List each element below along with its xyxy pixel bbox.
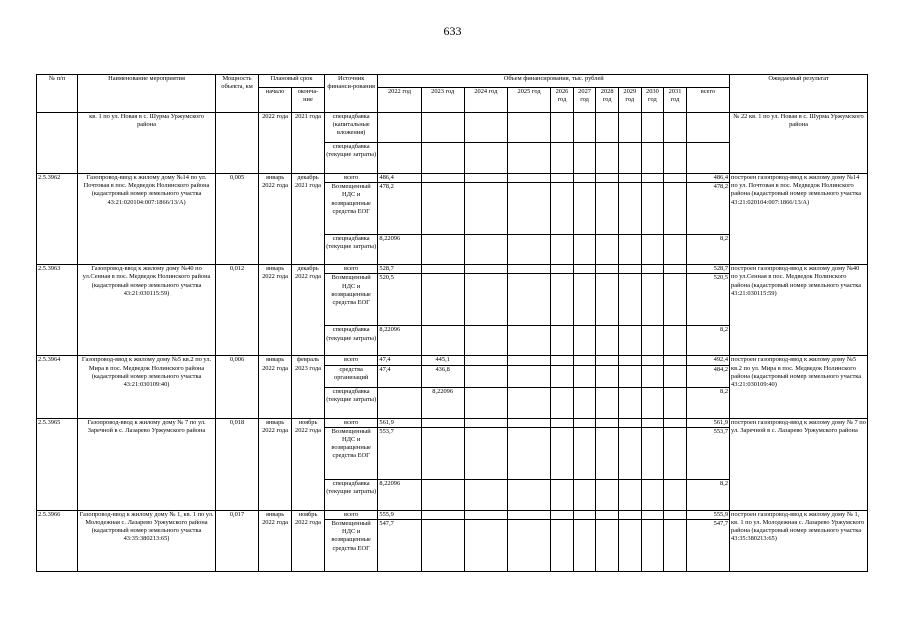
value-2023 (421, 427, 464, 479)
header-year: 2023 год (421, 88, 464, 113)
value-2022: 8,22096 (378, 479, 421, 510)
value-empty (507, 274, 550, 326)
value-empty (664, 174, 687, 183)
value-empty (596, 183, 619, 235)
row-end: декабрь 2022 года (292, 265, 325, 356)
value-2023 (421, 479, 464, 510)
value-empty (551, 265, 574, 274)
value-empty (596, 356, 619, 365)
value-empty (664, 235, 687, 265)
value-empty (551, 427, 574, 479)
row-start: январь 2022 года (259, 265, 292, 356)
value-empty (507, 519, 550, 571)
row-num: 2.5.3966 (37, 510, 78, 571)
value-total: 8,2 (686, 235, 729, 265)
row-source: Возмещенный НДС и возвращенные средства ЕОГ (324, 427, 377, 479)
header-year: 2030 год (641, 88, 664, 113)
value-2022: 47,4 (378, 365, 421, 387)
row-source: спецнадбавка (текущие затраты) (324, 235, 377, 265)
value-empty (641, 387, 664, 418)
value-empty (664, 326, 687, 356)
row-start: 2022 года (259, 113, 292, 174)
value-empty (618, 510, 641, 519)
value-empty (573, 174, 596, 183)
row-result: построен газопровод-ввод к жилому дому №5 кв.2 по ул. Мира в пос. Медведок Нолинского района (кадастровый номер земельного участка 43:21:030109:40) (730, 356, 868, 418)
value-empty (618, 274, 641, 326)
page-number: 633 (443, 24, 462, 38)
header-year: 2028 год (596, 88, 619, 113)
row-end: ноябрь 2022 года (292, 418, 325, 510)
header-year: 2025 год (507, 88, 550, 113)
value-empty (664, 418, 687, 427)
header-year-total: всего (686, 88, 729, 113)
table-row (37, 265, 868, 274)
row-source: спецнадбавка (текущие затраты) (324, 143, 377, 174)
value-2022: 561,9 (378, 418, 421, 427)
value-empty (618, 418, 641, 427)
value-empty (641, 356, 664, 365)
value-empty (596, 274, 619, 326)
row-source: Возмещенный НДС и возвращенные средства ЕОГ (324, 274, 377, 326)
value-empty (507, 235, 550, 265)
value-empty (596, 387, 619, 418)
value-total: 528,7 (686, 265, 729, 274)
value-empty (573, 265, 596, 274)
value-empty (464, 235, 507, 265)
value-empty (507, 427, 550, 479)
row-name: Газопровод-ввод к жилому дому №14 по ул. Почтовая в пос. Медведок Нолинского района (кадастровый номер земельного участка 43:21:020104:007:1866/13/А) (78, 174, 216, 265)
value-empty (573, 418, 596, 427)
row-name: Газопровод-ввод к жилому дому № 7 по ул. Заречной в с. Лазарево Уржумского района (78, 418, 216, 510)
value-2023 (421, 235, 464, 265)
value-empty (641, 274, 664, 326)
value-empty (551, 274, 574, 326)
value-empty (664, 427, 687, 479)
row-source: спецнадбавка (капитальные вложения) (324, 113, 377, 143)
value-empty (464, 183, 507, 235)
value-empty (596, 479, 619, 510)
value-empty (596, 510, 619, 519)
value-total: 486,4 (686, 174, 729, 183)
table-row (37, 356, 868, 365)
value-2022: 520,5 (378, 274, 421, 326)
header-year: 2029 год (618, 88, 641, 113)
header-volume: Объем финансирования, тыс. рублей (378, 75, 730, 88)
value-2023 (421, 326, 464, 356)
row-source: средства организаций (324, 365, 377, 387)
value-2022: 555,9 (378, 510, 421, 519)
value-empty (551, 174, 574, 183)
value-2023: 445,1 (421, 356, 464, 365)
value-empty (573, 326, 596, 356)
value-empty (618, 265, 641, 274)
row-end: февраль 2023 года (292, 356, 325, 418)
row-end: декабрь 2021 года (292, 174, 325, 265)
value-empty (551, 235, 574, 265)
value-empty (464, 174, 507, 183)
value-empty (507, 387, 550, 418)
value-empty (464, 356, 507, 365)
value-empty (641, 174, 664, 183)
value-empty (464, 479, 507, 510)
value-empty (464, 427, 507, 479)
value-empty (464, 418, 507, 427)
value-empty (664, 387, 687, 418)
value-empty (464, 274, 507, 326)
row-source: всего (324, 418, 377, 427)
value-empty (596, 326, 619, 356)
value-empty (664, 274, 687, 326)
value-total: 555,9 (686, 510, 729, 519)
value-2022: 553,7 (378, 427, 421, 479)
value-empty (618, 479, 641, 510)
row-name: кв. 1 по ул. Новая в с. Шурма Уржумского района (78, 113, 216, 174)
row-source: спецнадбавка (текущие затраты) (324, 326, 377, 356)
value-empty (507, 174, 550, 183)
row-start: январь 2022 года (259, 174, 292, 265)
value-empty (507, 479, 550, 510)
header-result: Ожидаемый результат (730, 75, 868, 113)
row-name: Газопровод-ввод к жилому дому №40 по ул.Сенная в пос. Медведок Нолинского района (кадастровый номер земельного участка 43:21:030115:59) (78, 265, 216, 356)
value-empty (641, 418, 664, 427)
value-empty (596, 418, 619, 427)
header-period-start: начало (259, 88, 292, 113)
value-empty (551, 183, 574, 235)
value-empty (464, 519, 507, 571)
table-row (37, 510, 868, 519)
value-empty (573, 387, 596, 418)
row-start: январь 2022 года (259, 418, 292, 510)
row-capacity: 0,018 (215, 418, 258, 510)
financing-table (36, 74, 868, 572)
value-total: 561,9 (686, 418, 729, 427)
value-empty (596, 519, 619, 571)
value-empty (618, 326, 641, 356)
value-empty (573, 365, 596, 387)
value-empty (551, 356, 574, 365)
header-source: Источник финанси-рования (324, 75, 377, 113)
value-empty (507, 183, 550, 235)
row-result: № 22 кв. 1 по ул. Новая в с. Шурма Уржумского района (730, 113, 868, 174)
value-empty (507, 365, 550, 387)
value-empty (507, 326, 550, 356)
row-result: построен газопровод-ввод к жилому дому № 1, кв. 1 по ул. Молодежная с. Лазарево Уржумского района (кадастровый номер земельного участка 43:35:380213:65) (730, 510, 868, 571)
header-year: 2031 год (664, 88, 687, 113)
row-num: 2.5.3964 (37, 356, 78, 418)
table-row (37, 174, 868, 183)
row-source: спецнадбавка (текущие затраты) (324, 387, 377, 418)
value-2023: 8,22096 (421, 387, 464, 418)
value-empty (664, 183, 687, 235)
value-empty (507, 356, 550, 365)
value-empty (507, 418, 550, 427)
row-result: построен газопровод-ввод к жилому дому №40 по ул.Сенная в пос. Медведок Нолинского района (кадастровый номер земельного участка 43:21:030115:59) (730, 265, 868, 356)
value-empty (664, 356, 687, 365)
value-empty (464, 265, 507, 274)
value-empty (507, 265, 550, 274)
value-total: 478,2 (686, 183, 729, 235)
value-empty (573, 274, 596, 326)
row-capacity (215, 113, 258, 174)
row-start: январь 2022 года (259, 510, 292, 571)
value-2023: 436,8 (421, 365, 464, 387)
value-2022: 486,4 (378, 174, 421, 183)
value-total: 8,2 (686, 387, 729, 418)
value-empty (641, 235, 664, 265)
value-empty (573, 356, 596, 365)
value-empty (664, 479, 687, 510)
row-capacity: 0,006 (215, 356, 258, 418)
row-source: всего (324, 510, 377, 519)
value-empty (573, 235, 596, 265)
value-total: 553,7 (686, 427, 729, 479)
value-empty (618, 356, 641, 365)
value-empty (551, 519, 574, 571)
row-source: Возмещенный НДС и возвращенные средства ЕОГ (324, 183, 377, 235)
row-num: 2.5.3963 (37, 265, 78, 356)
value-total: 547,7 (686, 519, 729, 571)
value-empty (618, 235, 641, 265)
row-source: всего (324, 356, 377, 365)
header-year: 2026 год (551, 88, 574, 113)
value-empty (551, 418, 574, 427)
row-source: Возмещенный НДС и возвращенные средства ЕОГ (324, 519, 377, 571)
value-2023 (421, 510, 464, 519)
value-empty (573, 510, 596, 519)
row-result: построен газопровод-ввод к жилому дому №14 по ул. Почтовая в пос. Медведок Нолинского района (кадастровый номер земельного участка 43:21:020104:007:1866/13/А) (730, 174, 868, 265)
value-empty (618, 183, 641, 235)
value-empty (618, 387, 641, 418)
value-empty (573, 479, 596, 510)
table-row (37, 418, 868, 427)
value-empty (573, 519, 596, 571)
value-empty (551, 387, 574, 418)
value-empty (641, 326, 664, 356)
value-total: 492,4 (686, 356, 729, 365)
value-2022: 528,7 (378, 265, 421, 274)
value-empty (618, 427, 641, 479)
row-capacity: 0,012 (215, 265, 258, 356)
value-empty (641, 365, 664, 387)
value-empty (551, 326, 574, 356)
value-2022: 547,7 (378, 519, 421, 571)
value-empty (641, 479, 664, 510)
row-end: 2021 года (292, 113, 325, 174)
value-2023 (421, 418, 464, 427)
value-empty (641, 183, 664, 235)
value-empty (664, 365, 687, 387)
value-2023 (421, 519, 464, 571)
header-capacity: Мощность объекта, км (215, 75, 258, 113)
value-empty (551, 365, 574, 387)
value-empty (596, 235, 619, 265)
value-empty (573, 427, 596, 479)
header-num: № п/п (37, 75, 78, 113)
value-2023 (421, 174, 464, 183)
value-empty (664, 510, 687, 519)
value-empty (618, 174, 641, 183)
value-2022: 8,22096 (378, 235, 421, 265)
row-source: всего (324, 174, 377, 183)
value-2022 (378, 387, 421, 418)
value-empty (641, 510, 664, 519)
value-2023 (421, 265, 464, 274)
value-empty (464, 326, 507, 356)
value-empty (551, 479, 574, 510)
row-source: спецнадбавка (текущие затраты) (324, 479, 377, 510)
row-num: 2.5.3962 (37, 174, 78, 265)
row-start: январь 2022 года (259, 356, 292, 418)
value-total: 8,2 (686, 326, 729, 356)
header-year: 2027 год (573, 88, 596, 113)
row-num: 2.5.3965 (37, 418, 78, 510)
value-empty (596, 265, 619, 274)
value-empty (596, 427, 619, 479)
value-2023 (421, 274, 464, 326)
value-2022: 47,4 (378, 356, 421, 365)
header-name: Наименование мероприятия (78, 75, 216, 113)
header-period-end: оконча-ние (292, 88, 325, 113)
header-period: Плановый срок (259, 75, 325, 88)
value-2022: 8,22096 (378, 326, 421, 356)
value-empty (641, 427, 664, 479)
row-capacity: 0,005 (215, 174, 258, 265)
row-source: всего (324, 265, 377, 274)
value-2022: 478,2 (378, 183, 421, 235)
value-empty (664, 519, 687, 571)
row-num (37, 113, 78, 174)
value-total: 520,5 (686, 274, 729, 326)
value-empty (596, 365, 619, 387)
value-empty (507, 510, 550, 519)
value-empty (664, 265, 687, 274)
header-year: 2024 год (464, 88, 507, 113)
row-name: Газопровод-ввод к жилому дому № 1, кв. 1 по ул. Молодежная с. Лазарево Уржумского района (кадастровый номер земельного участка 43:35:380213:65) (78, 510, 216, 571)
value-empty (464, 365, 507, 387)
header-year: 2022 год (378, 88, 421, 113)
row-capacity: 0,017 (215, 510, 258, 571)
row-result: построен газопровод-ввод к жилому дому № 7 по ул. Заречной в с. Лазарево Уржумского района (730, 418, 868, 510)
value-empty (573, 183, 596, 235)
value-total: 484,2 (686, 365, 729, 387)
value-empty (464, 510, 507, 519)
value-empty (618, 365, 641, 387)
value-total: 8,2 (686, 479, 729, 510)
value-2023 (421, 183, 464, 235)
row-name: Газопровод-ввод к жилому дому №5 кв.2 по ул. Мира в пос. Медведок Нолинского района (кадастровый номер земельного участка 43:21:030109:40) (78, 356, 216, 418)
value-empty (641, 265, 664, 274)
value-empty (641, 519, 664, 571)
row-end: ноябрь 2022 года (292, 510, 325, 571)
value-empty (551, 510, 574, 519)
value-empty (596, 174, 619, 183)
value-empty (464, 387, 507, 418)
value-empty (618, 519, 641, 571)
